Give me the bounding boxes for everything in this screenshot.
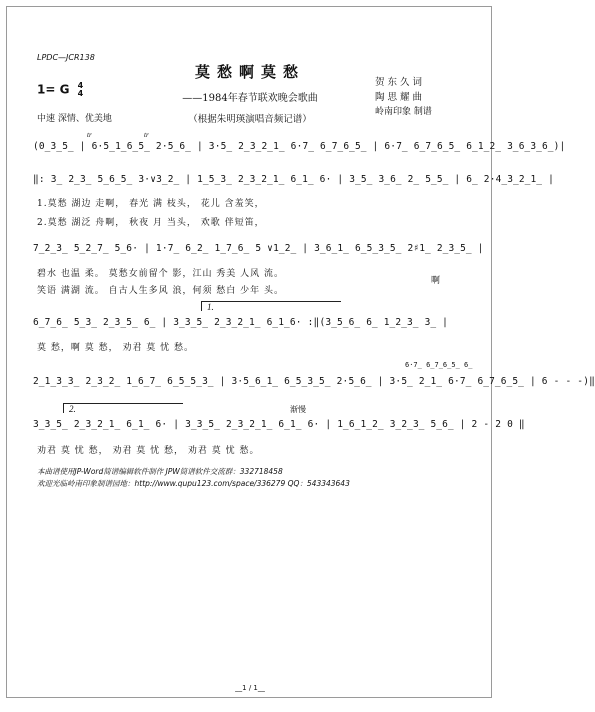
interjection: 啊 xyxy=(431,276,442,286)
transcription-note: （根据朱明瑛演唱音频记谱） xyxy=(188,114,312,125)
time-signature xyxy=(78,82,84,98)
lyricist: 贺 东 久 词 xyxy=(375,77,423,88)
lyrics-verse-1: 1.莫愁 湖边 走啊， 春光 满 枝头， 花儿 含羞笑， xyxy=(37,199,265,209)
score-line-1: (0̲3̲5̲ | 6·5̲1̲6̲5̲ 2·5̲6̲ | 3·5̲ 2̲3̲2̲1̲ 6·7̲ 6̲7̲6̲5̲ | 6·7̲ 6̲7̲6̲5̲ 6̲1̲2̲ 3̲6̲3̲6̲)| xyxy=(33,141,566,152)
arranger: 岭南印象 制谱 xyxy=(375,107,432,117)
song-subtitle: ——1984年春节联欢晚会歌曲 xyxy=(182,93,318,104)
trill-mark: tr xyxy=(87,131,92,139)
tempo-marking: 中速 深情、优美地 xyxy=(37,114,112,124)
website-credit: 欢迎光临岭南印象制谱园地：http://www.qupu123.com/space/336279 QQ：543343643 xyxy=(37,479,350,488)
lyrics-ending: 劝君 莫 忧 愁， 劝君 莫 忧 愁， 劝君 莫 忧 愁。 xyxy=(37,446,260,456)
key-label: 1= G xyxy=(37,82,70,97)
score-line-6: 3̲3̲5̲ 2̲3̲2̲1̲ 6̲1̲ 6· | 3̲3̲5̲ 2̲3̲2̲1̲ 6̲1̲ 6· | 1̲6̲1̲2̲ 3̲2̲3̲ 5̲6̲ | 2 - 2 0 ‖ xyxy=(33,419,525,430)
lyrics-verse-1: 碧水 也温 柔。 莫愁女前留个 影，江山 秀美 人风 流。 xyxy=(37,269,285,279)
lyrics-refrain: 莫 愁，啊 莫 愁， 劝君 莫 忧 愁。 xyxy=(37,343,195,353)
score-line-4: 6̲7̲6̲ 5̲3̲ 2̲3̲5̲ 6̲ | 3̲3̲5̲ 2̲3̲2̲1̲ 6̲1̲6· :‖(3̲5̲6̲ 6̲ 1̲2̲3̲ 3̲ | xyxy=(33,317,449,328)
song-title: 莫愁啊莫愁 xyxy=(194,63,305,81)
page-number: __1 / 1__ xyxy=(235,684,265,692)
volta-1-bracket xyxy=(201,301,341,302)
key-signature xyxy=(37,82,83,98)
lyrics-verse-2: 2.莫愁 湖泛 舟啊， 秋夜 月 当头， 欢歌 伴短笛， xyxy=(37,218,265,228)
composer: 陶 思 耀 曲 xyxy=(375,92,423,103)
score-page xyxy=(6,6,595,698)
software-credit: 本曲谱使用JP-Word简谱编辑软件制作 JPW简谱软件交流群：332718458 xyxy=(37,467,283,476)
credits xyxy=(375,75,432,120)
volta-2: 2. xyxy=(69,404,76,414)
trill-mark: tr xyxy=(144,131,149,139)
ritardando-mark: 渐慢 xyxy=(290,405,306,414)
meter-bottom: 4 xyxy=(77,89,84,98)
score-code: LPDC—JCR138 xyxy=(37,53,95,62)
score-line-5: 2̲1̲3̲3̲ 2̲3̲2̲ 1̲6̲7̲ 6̲5̲5̲3̲ | 3·5̲6̲1̲ 6̲5̲3̲5̲ 2·5̲6̲ | 3·5̲ 2̲1̲ 6·7̲ 6̲7̲6̲5̲ | 6 - - -)‖ xyxy=(33,376,595,387)
volta-2-bracket-end xyxy=(63,403,64,413)
score-line-2: ‖: 3̲ 2̲3̲ 5̲6̲5̲ 3·∨3̲2̲ | 1̲5̲3̲ 2̲3̲2̲1̲ 6̲1̲ 6· | 3̲5̲ 3̲6̲ 2̲ 5̲5̲ | 6̲ 2·4̲3̲2̲1̲ | xyxy=(33,174,555,185)
lyrics-verse-2: 笑语 满湖 流。 自古人生多风 浪，何须 愁白 少年 头。 xyxy=(37,286,285,296)
meter-top: 4 xyxy=(77,81,84,90)
score-line-3: 7̲2̲3̲ 5̲2̲7̲ 5̲6· | 1·7̲ 6̲2̲ 1̲7̲6̲ 5 ∨1̲2̲ | 3̲6̲1̲ 6̲5̲3̲5̲ 2♯1̲ 2̲3̲5̲ | xyxy=(33,243,484,254)
volta-1-bracket-end xyxy=(201,301,202,311)
volta-2-bracket xyxy=(63,403,183,404)
volta-1: 1. xyxy=(207,302,214,312)
ossia-notes: 6·7̲ 6̲7̲6̲5̲ 6̲ xyxy=(405,361,473,369)
